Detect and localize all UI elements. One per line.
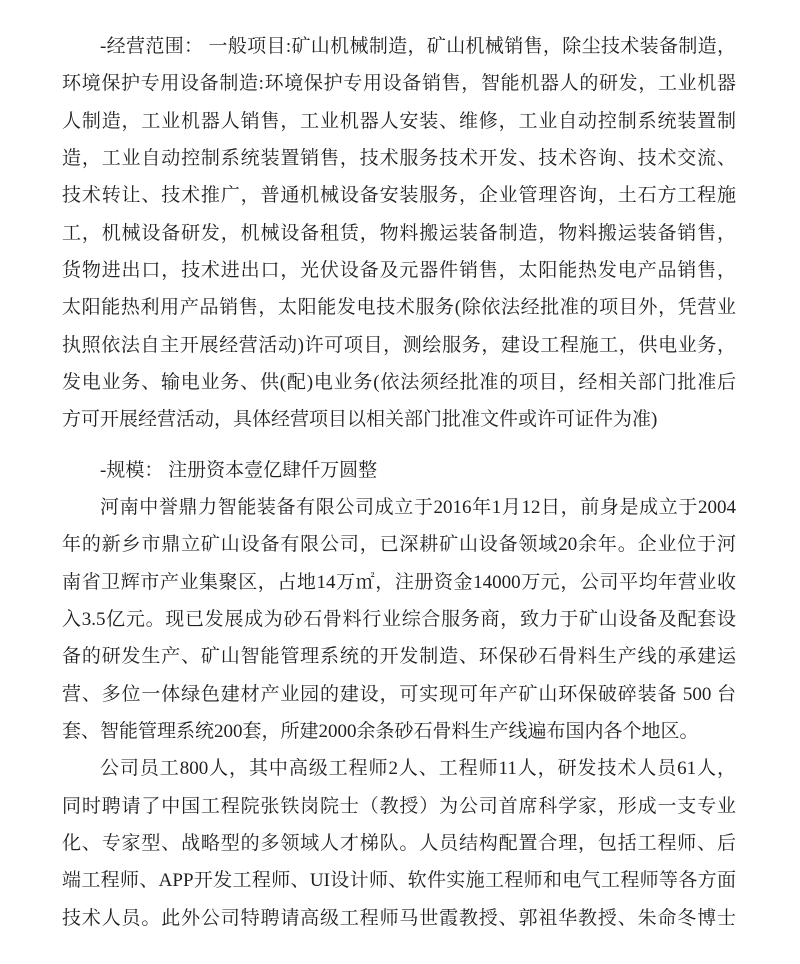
text-line: 人制造，工业机器人销售，工业机器人安装、维修，工业自动控制系统装置制 — [62, 110, 736, 132]
text-line: 公司员工800人，其中高级工程师2人、工程师11人，研发技术人员61人， — [100, 758, 736, 780]
text-line: 同时聘请了中国工程院张铁岗院士（教授）为公司首席科学家，形成一支专业 — [62, 795, 736, 817]
text-line: 环境保护专用设备制造:环境保护专用设备销售，智能机器人的研发，工业机器 — [62, 73, 736, 95]
text-line: -经营范围： 一般项目:矿山机械制造，矿山机械销售，除尘技术装备制造， — [100, 36, 736, 57]
text-line: 技术人员。此外公司特聘请高级工程师马世霞教授、郭祖华教授、朱命冬博士 — [62, 907, 736, 929]
text-line: 营、多位一体绿色建材产业园的建设，可实现可年产矿山环保破碎装备 500 台 — [62, 683, 736, 705]
text-line: 备的研发生产、矿山智能管理系统的开发制造、环保砂石骨料生产线的承建运 — [62, 646, 736, 668]
text-line: 南省卫辉市产业集聚区，占地14万㎡，注册资金14000万元，公司平均年营业收 — [62, 571, 736, 593]
paragraph-team — [62, 750, 736, 937]
text-line: 执照依法自主开展经营活动)许可项目，测绘服务，建设工程施工，供电业务， — [62, 334, 736, 356]
paragraph-company-profile — [62, 489, 736, 750]
text-line: 端工程师、APP开发工程师、UI设计师、软件实施工程师和电气工程师等各方面 — [62, 870, 736, 892]
text-line: 工，机械设备研发，机械设备租赁，物料搬运装备制造，物料搬运装备销售， — [62, 222, 736, 244]
text-line: 技术转让、技术推广，普通机械设备安装服务，企业管理咨询，土石方工程施 — [62, 185, 736, 207]
text-line: 河南中誉鼎力智能装备有限公司成立于2016年1月12日，前身是成立于2004 — [100, 496, 736, 518]
paragraph-registered-capital — [62, 452, 736, 489]
text-line: 入3.5亿元。现已发展成为砂石骨料行业综合服务商，致力于矿山设备及配套设 — [62, 608, 736, 630]
text-line: 年的新乡市鼎立矿山设备有限公司，已深耕矿山设备领域20余年。企业位于河 — [62, 534, 736, 556]
text-line: 发电业务、输电业务、供(配)电业务(依法须经批准的项目，经相关部门批准后 — [62, 371, 736, 393]
paragraph-business-scope — [62, 28, 736, 439]
text-line: 造，工业自动控制系统装置销售，技术服务技术开发、技术咨询、技术交流、 — [62, 147, 736, 169]
text-line: 方可开展经营活动，具体经营项目以相关部门批准文件或许可证件为准) — [62, 409, 658, 431]
text-line: 太阳能热利用产品销售，太阳能发电技术服务(除依法经批准的项目外，凭营业 — [62, 297, 736, 319]
text-line: -规模： 注册资本壹亿肆仟万圆整 — [100, 459, 378, 481]
text-line: 化、专家型、战略型的多领域人才梯队。人员结构配置合理，包括工程师、后 — [62, 832, 736, 854]
text-line: 套、智能管理系统200套，所建2000余条砂石骨料生产线遍布国内各个地区。 — [62, 720, 699, 742]
text-line: 货物进出口，技术进出口，光伏设备及元器件销售，太阳能热发电产品销售， — [62, 259, 736, 281]
document-body — [62, 28, 736, 937]
